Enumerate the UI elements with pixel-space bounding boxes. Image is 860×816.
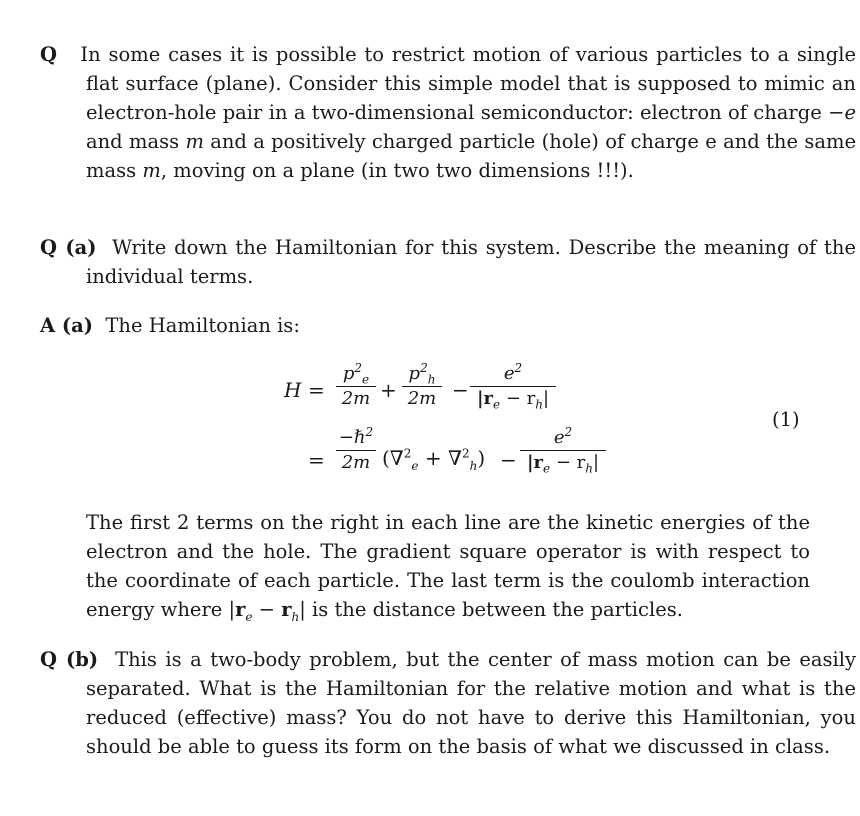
question-b-text: This is a two-body problem, but the center of mass motion can be easily separated. What is the Hamiltonian for the relative motion and what is the reduced (effective) mass? You do not have to derive this Hamiltonian, you should be able to guess its form on the basis of what we discussed in class. <box>86 648 856 758</box>
question-a <box>40 233 856 291</box>
frac-pe: $p^2_e$ 2m <box>336 364 376 409</box>
distance-expression: $|r_e - r_h|$ <box>228 598 306 624</box>
question-intro <box>40 40 856 185</box>
question-b-label: Q (b) <box>40 648 99 671</box>
mass-m-2: m <box>142 159 161 182</box>
laplacian-sum: (∇$^2_e$ + ∇$^2_h$) <box>382 446 486 473</box>
frac-coulomb-1: $e^2$ $|r_e - r_h|$ <box>470 364 556 409</box>
answer-a-label: A (a) <box>40 314 94 337</box>
eq-equals-2: = <box>308 448 325 472</box>
frac-coulomb-2: $e^2$ $|r_e - r_h|$ <box>520 428 606 473</box>
answer-a <box>40 311 810 340</box>
answer-a-text: The Hamiltonian is: <box>105 314 300 337</box>
eq-lhs-h: H <box>284 378 302 402</box>
hamiltonian-equation <box>0 350 860 500</box>
frac-hbar: −ℏ$^2$ 2m <box>336 428 376 473</box>
question-intro-text-4: , moving on a plane (in two two dimensions !!!). <box>160 159 634 182</box>
question-intro-text-1: In some cases it is possible to restrict motion of various particles to a single flat surface (plane). Consider this simple model that is supposed to mimic an electron-hole pair in a two-dimensional semiconductor: electron of charge <box>80 43 856 124</box>
question-a-label: Q (a) <box>40 236 97 259</box>
eq-plus-1: + <box>380 378 397 402</box>
question-a-text: Write down the Hamiltonian for this system. Describe the meaning of the individual terms. <box>86 236 856 288</box>
explanation-text-2: is the distance between the particles. <box>305 598 683 621</box>
equation-number: (1) <box>772 408 800 431</box>
frac-ph: $p^2_h$ 2m <box>402 364 442 409</box>
question-b <box>40 645 856 761</box>
charge-minus-e: −e <box>828 101 856 124</box>
mass-m-1: m <box>185 130 204 153</box>
eq-equals-1: = <box>308 378 325 402</box>
eq-minus-1: − <box>452 378 469 402</box>
question-intro-text-3: and a positively charged particle (hole) of charge e and the same mass <box>86 130 856 182</box>
question-intro-label: Q <box>40 43 57 66</box>
eq-minus-2: − <box>500 448 517 472</box>
explanation-text-1: The first 2 terms on the right in each line are the kinetic energies of the electron and the hole. The gradient square operator is with respect to the coordinate of each particle. The last term is the coulomb interaction energy where <box>86 511 810 621</box>
question-intro-text-2: and mass <box>86 130 186 153</box>
answer-a-explanation <box>86 508 810 624</box>
